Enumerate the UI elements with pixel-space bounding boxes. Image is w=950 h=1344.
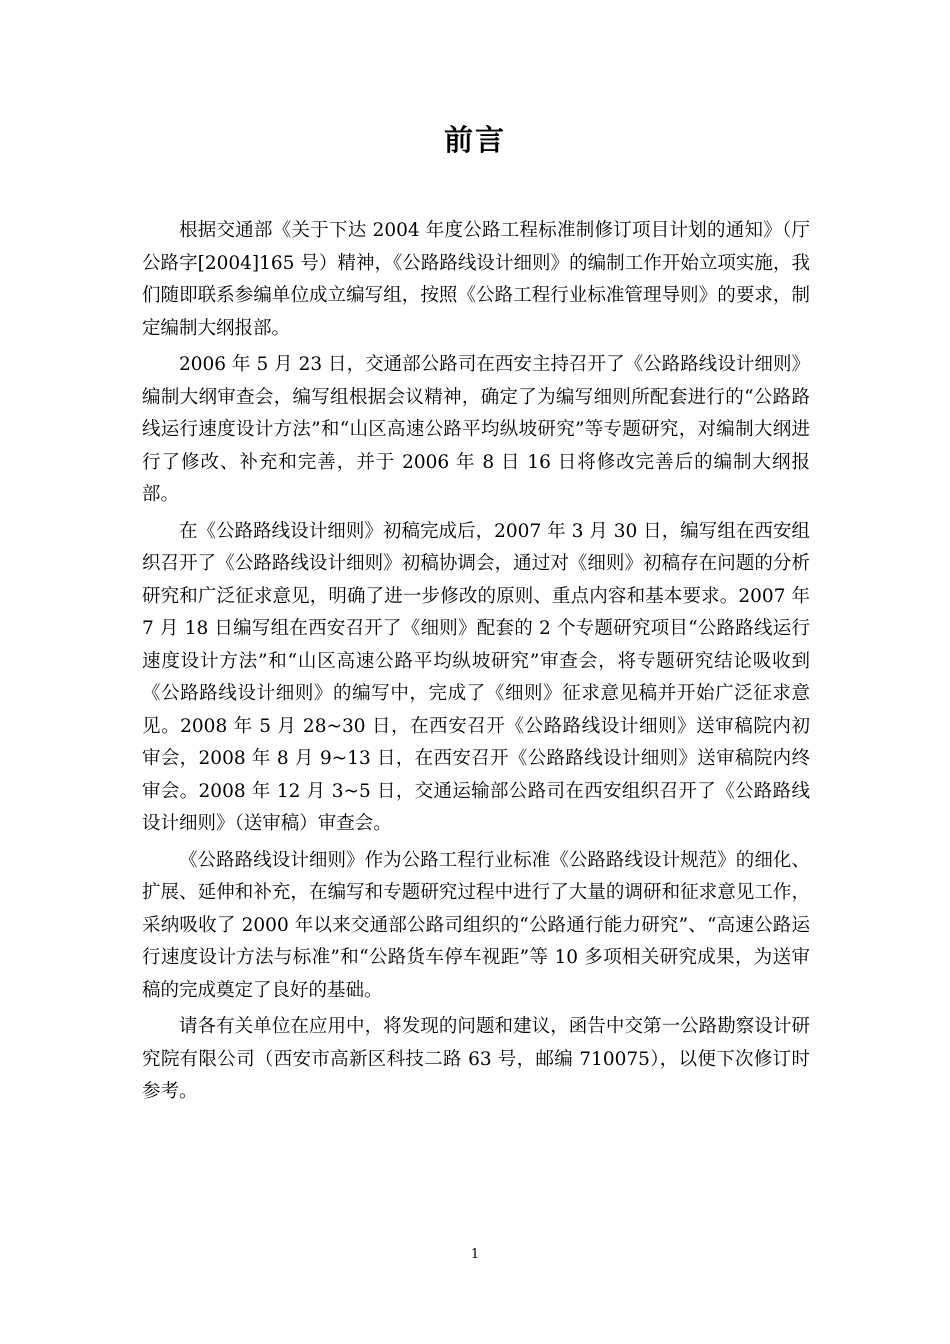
paragraph-4: 《公路路线设计细则》作为公路工程行业标准《公路路线设计规范》的细化、扩展、延伸和补充，在编写和专题研究过程中进行了大量的调研和征求意见工作，采纳吸收了 2000 年以来交通部公路司组织的“公路通行能力研究”、“高速公路运行速度设计方法与标准”和“公路货车停车视距”等 10 多项相关研究成果，为送审稿的完成奠定了良好的基础。 — [142, 849, 810, 1001]
paragraph-3: 在《公路路线设计细则》初稿完成后，2007 年 3 月 30 日，编写组在西安组织召开了《公路路线设计细则》初稿协调会，通过对《细则》初稿存在问题的分析研究和广泛征求意见，明确了进一步修改的原则、重点内容和基本要求。2007 年 7 月 18 日编写组在西安召开了《细则》配套的 2 个专题研究项目“公路路线运行速度设计方法”和“山区高速公路平均纵坡研究”审查会，将专题研究结论吸收到《公路路线设计细则》的编写中，完成了《细则》征求意见稿并开始广泛征求意见。2008 年 5 月 28~30 日，在西安召开《公路路线设计细则》送审稿院内初审会，2008 年 8 月 9~13 日，在西安召开《公路路线设计细则》送审稿院内终审会。2008 年 12 月 3~5 日，交通运输部公路司在西安组织召开了《公路路线设计细则》（送审稿）审查会。 — [142, 520, 810, 834]
paragraph-2: 2006 年 5 月 23 日，交通部公路司在西安主持召开了《公路路线设计细则》编制大纲审查会，编写组根据会议精神，确定了为编写细则所配套进行的“公路路线运行速度设计方法”和“山区高速公路平均纵坡研究”等专题研究，对编制大纲进行了修改、补充和完善，并于 2006 年 8 日 16 日将修改完善后的编制大纲报部。 — [142, 354, 810, 505]
paragraph-5: 请各有关单位在应用中，将发现的问题和建议，函告中交第一公路勘察设计研究院有限公司（西安市高新区科技二路 63 号，邮编 710075），以便下次修订时参考。 — [142, 1016, 810, 1102]
paragraph-1: 根据交通部《关于下达 2004 年度公路工程标准制修订项目计划的通知》（厅公路字[2004]165 号）精神，《公路路线设计细则》的编制工作开始立项实施，我们随即联系参编单位成立编写组，按照《公路工程行业标准管理导则》的要求，制定编制大纲报部。 — [142, 220, 810, 339]
body-text — [142, 215, 810, 1113]
page-title: 前言 — [443, 123, 506, 157]
page-number: 1 — [470, 1247, 480, 1262]
